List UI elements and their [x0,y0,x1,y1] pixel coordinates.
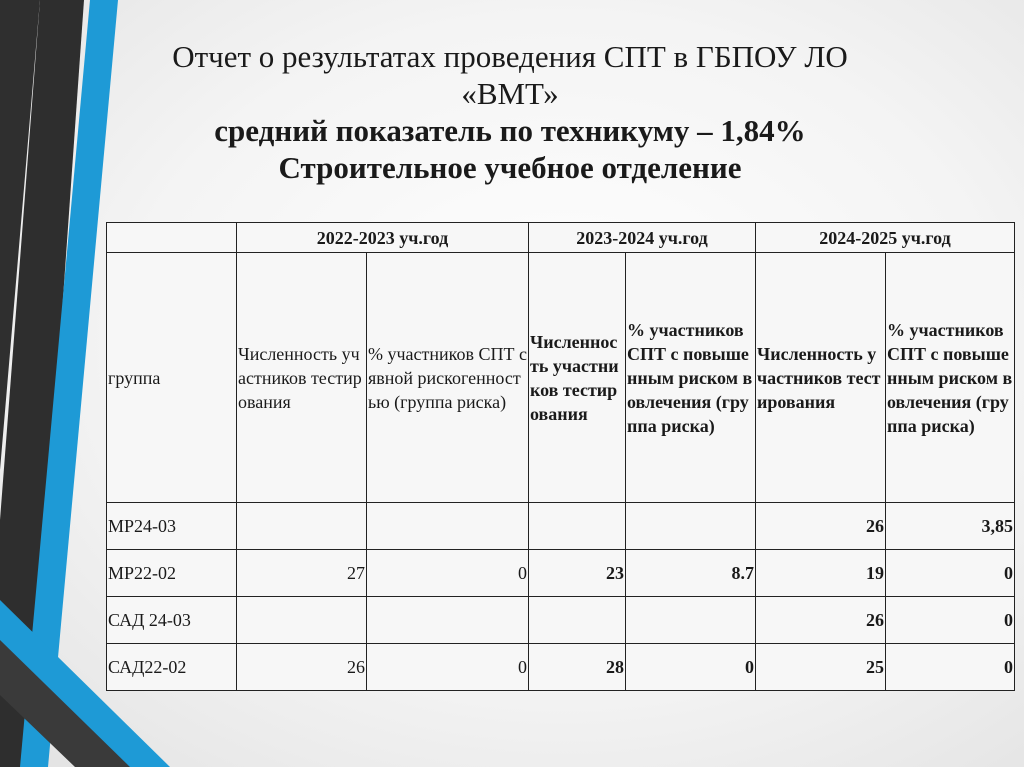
cell-group: МР22-02 [107,550,237,597]
cell-y3-count: 19 [756,550,886,597]
title-line-1: Отчет о результатах проведения СПТ в ГБПОУ ЛО [172,39,848,74]
title-line-4: Строительное учебное отделение [278,150,742,185]
cell-y2-count: 23 [529,550,626,597]
slide-title [120,38,900,186]
cell-y2-count: 28 [529,644,626,691]
header-y2-pct: % участников СПТ с повышенным риском вовлечения (группа риска) [626,253,756,503]
cell-y2-pct: 0 [626,644,756,691]
cell-y2-pct [626,503,756,550]
header-y3-pct: % участников СПТ с повышенным риском вовлечения (группа риска) [886,253,1015,503]
cell-y3-pct: 0 [886,644,1015,691]
cell-y3-count: 25 [756,644,886,691]
report-table [106,222,1015,691]
cell-y1-pct: 0 [367,644,529,691]
cell-y1-count [237,503,367,550]
cell-y1-pct [367,503,529,550]
header-y1-count: Численность участников тестирования [237,253,367,503]
cell-y1-count: 27 [237,550,367,597]
title-line-3: средний показатель по техникуму – 1,84% [214,113,806,148]
column-header-row [107,253,1015,503]
year-header-2023: 2023-2024 уч.год [529,223,756,253]
cell-group: САД22-02 [107,644,237,691]
cell-y1-count [237,597,367,644]
title-line-2: «ВМТ» [461,76,559,111]
cell-y3-count: 26 [756,503,886,550]
cell-group: САД 24-03 [107,597,237,644]
cell-y2-pct: 8.7 [626,550,756,597]
header-group: группа [107,253,237,503]
table-row [107,644,1015,691]
cell-y3-pct: 0 [886,550,1015,597]
cell-y3-pct: 3,85 [886,503,1015,550]
cell-y2-count [529,597,626,644]
year-header-row [107,223,1015,253]
table-row [107,503,1015,550]
cell-y3-count: 26 [756,597,886,644]
cell-y3-pct: 0 [886,597,1015,644]
table-row [107,597,1015,644]
cell-y1-pct [367,597,529,644]
cell-y1-count: 26 [237,644,367,691]
cell-group: МР24-03 [107,503,237,550]
header-y3-count: Численность участников тестирования [756,253,886,503]
year-header-2024: 2024-2025 уч.год [756,223,1015,253]
cell-y1-pct: 0 [367,550,529,597]
table-row [107,550,1015,597]
header-y2-count: Численность участников тестирования [529,253,626,503]
header-y1-pct: % участников СПТ с явной рискогенностью (группа риска) [367,253,529,503]
cell-y2-count [529,503,626,550]
cell-y2-pct [626,597,756,644]
corner-cell [107,223,237,253]
year-header-2022: 2022-2023 уч.год [237,223,529,253]
